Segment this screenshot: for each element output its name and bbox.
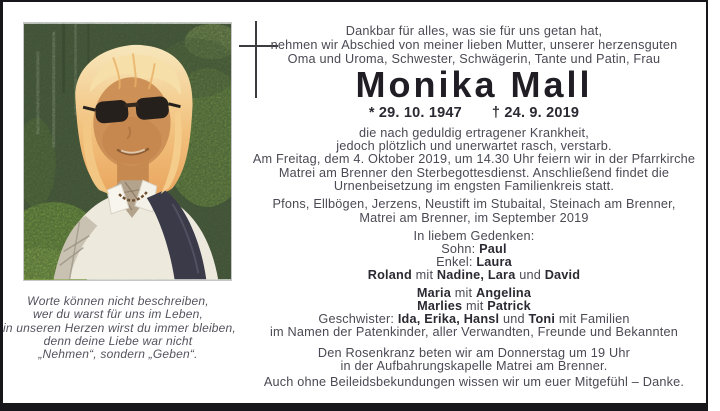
death-date: † 24. 9. 2019 [491,104,580,121]
poem-line: Worte können nicht beschreiben, [27,294,209,308]
places-line: Matrei am Brenner, im September 2019 [359,210,589,225]
rosary-line: Den Rosenkranz beten wir am Donnerstag um 19 Uhr [317,345,631,360]
poem-line: denn deine Liebe war nicht [43,333,193,348]
obituary-line: Matrei am Brenner den Sterbegottesdienst. Anschließend findet die [278,165,670,180]
memorial-line: Geschwister: Ida, Erika, Hansl und Toni mit Familien [318,312,630,327]
places-paragraph [245,198,703,225]
life-dates [245,106,703,120]
memorial-line: im Namen der Patenkinder, aller Verwandten, Freunde und Bekannten [270,325,678,340]
portrait-photo [23,22,232,281]
obituary-line: die nach geduldig ertragener Krankheit, [359,125,589,140]
portrait-photo-illustration [24,23,231,280]
deceased-name: Monika Mall [355,63,593,105]
obituary-line: Urnenbeisetzung im engsten Familienkreis statt. [333,178,615,193]
memorial-poem [3,294,236,362]
closing-paragraph [245,376,703,389]
obituary-line: Am Freitag, dem 4. Oktober 2019, um 14.30 Uhr feiern wir in der Pfarrkirche [252,152,696,167]
birth-date: * 29. 10. 1947 [368,104,462,121]
memorial-heading: In liebem Gedenken: [413,229,535,244]
obituary-paragraph [245,127,703,193]
rosary-line: in der Aufbahrungskapelle Matrei am Brenner. [340,358,608,373]
intro-line: Oma und Uroma, Schwester, Schwägerin, Tante und Patin, Frau [287,52,661,67]
announcement-text [245,18,703,389]
memorial-line: Maria mit Angelina [416,285,532,300]
closing-line: Auch ohne Beileidsbekundungen wissen wir um euer Mitgefühl – Danke. [263,375,685,390]
memorial-line: Roland mit Nadine, Lara und David [367,267,581,282]
obituary-line: jedoch plötzlich und unerwartet rasch, verstarb. [336,138,612,153]
intro-line: Dankbar für alles, was sie für uns getan hat, [345,24,603,38]
poem-line: „Nehmen“, sondern „Geben“. [38,347,198,362]
poem-line: wer du warst für uns im Leben, [32,307,204,322]
memorial-group-2 [245,287,703,340]
intro-line: nehmen wir Abschied von meiner lieben Mutter, unserer herzensguten [270,38,678,53]
places-line: Pfons, Ellbögen, Jerzens, Neustift im Stubaital, Steinach am Brenner, [272,197,676,212]
memorial-line: Enkel: Laura [436,254,512,269]
poem-line: in unseren Herzen wirst du immer bleiben, [3,320,236,335]
memorial-line: Marlies mit Patrick [417,298,531,313]
memorial-group-1 [245,230,703,282]
memorial-line: Sohn: Paul [441,242,507,256]
rosary-paragraph [245,347,703,374]
intro-paragraph [245,24,703,67]
